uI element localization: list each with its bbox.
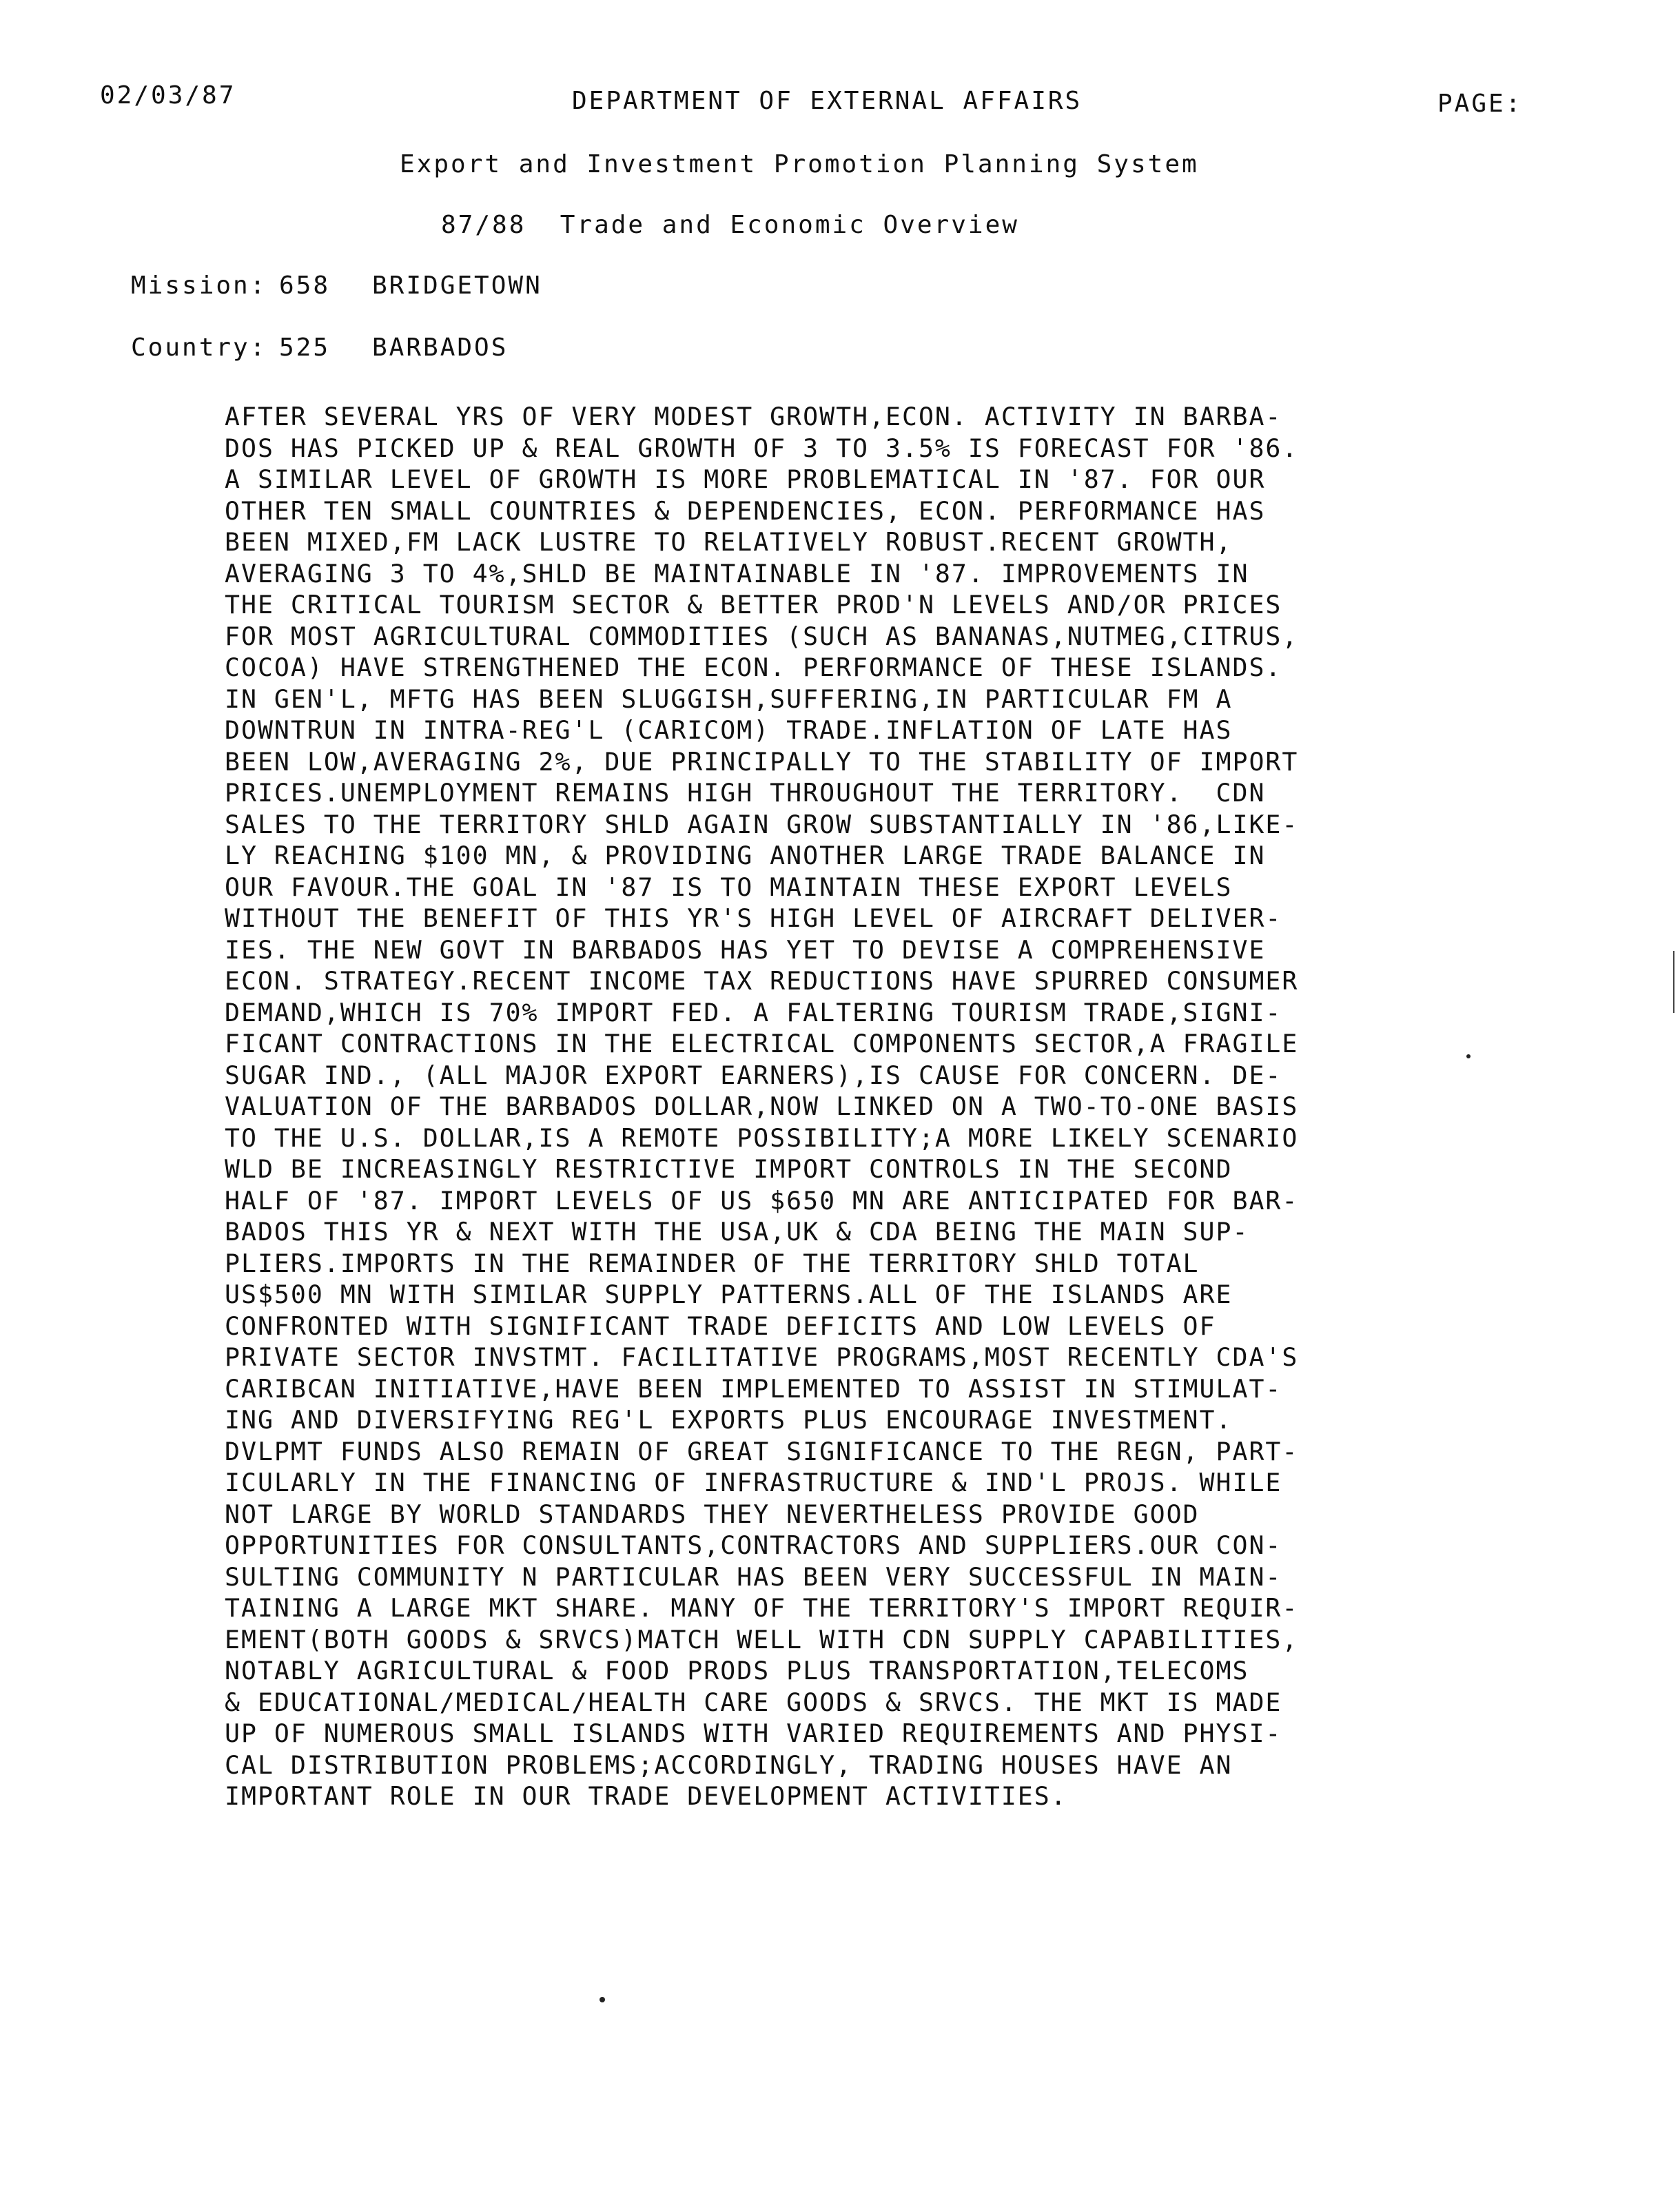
body-line: A SIMILAR LEVEL OF GROWTH IS MORE PROBLEMATICAL IN '87. FOR OUR — [225, 464, 1266, 494]
body-line: FOR MOST AGRICULTURAL COMMODITIES (SUCH AS BANANAS,NUTMEG,CITRUS, — [225, 621, 1299, 651]
body-line: IMPORTANT ROLE IN OUR TRADE DEVELOPMENT ACTIVITIES. — [225, 1781, 1067, 1811]
mission-name: BRIDGETOWN — [372, 271, 542, 300]
body-line: DOS HAS PICKED UP & REAL GROWTH OF 3 TO 3.5% IS FORECAST FOR '86. — [225, 433, 1299, 463]
body-line: NOT LARGE BY WORLD STANDARDS THEY NEVERTHELESS PROVIDE GOOD — [225, 1499, 1200, 1529]
body-line: & EDUCATIONAL/MEDICAL/HEALTH CARE GOODS & SRVCS. THE MKT IS MADE — [225, 1687, 1282, 1717]
mission-code: 658 — [279, 271, 331, 300]
department-title: DEPARTMENT OF EXTERNAL AFFAIRS — [572, 87, 1083, 115]
mission-row — [131, 271, 542, 300]
body-line: ING AND DIVERSIFYING REG'L EXPORTS PLUS ENCOURAGE INVESTMENT. — [225, 1405, 1233, 1435]
body-line: OUR FAVOUR.THE GOAL IN '87 IS TO MAINTAIN THESE EXPORT LEVELS — [225, 872, 1233, 902]
body-line: UP OF NUMEROUS SMALL ISLANDS WITH VARIED REQUIREMENTS AND PHYSI- — [225, 1719, 1282, 1748]
body-line: CONFRONTED WITH SIGNIFICANT TRADE DEFICITS AND LOW LEVELS OF — [225, 1311, 1216, 1341]
body-line: SULTING COMMUNITY N PARTICULAR HAS BEEN VERY SUCCESSFUL IN MAIN- — [225, 1561, 1282, 1592]
body-line: US$500 MN WITH SIMILAR SUPPLY PATTERNS.ALL OF THE ISLANDS ARE — [225, 1280, 1233, 1309]
mission-label: Mission: — [131, 271, 267, 300]
body-line: BADOS THIS YR & NEXT WITH THE USA,UK & CDA BEING THE MAIN SUP- — [225, 1217, 1249, 1247]
body-line: VALUATION OF THE BARBADOS DOLLAR,NOW LINKED ON A TWO-TO-ONE BASIS — [225, 1091, 1299, 1121]
report-date: 02/03/87 — [100, 81, 236, 110]
body-line: IN GEN'L, MFTG HAS BEEN SLUGGISH,SUFFERING,IN PARTICULAR FM A — [225, 684, 1233, 714]
body-line: FICANT CONTRACTIONS IN THE ELECTRICAL COMPONENTS SECTOR,A FRAGILE — [225, 1029, 1299, 1058]
body-line: AFTER SEVERAL YRS OF VERY MODEST GROWTH,ECON. ACTIVITY IN BARBA- — [225, 402, 1282, 431]
scan-speck — [600, 1997, 605, 2002]
body-line: DEMAND,WHICH IS 70% IMPORT FED. A FALTERING TOURISM TRADE,SIGNI- — [225, 997, 1282, 1027]
overview-body — [225, 401, 1458, 1812]
body-line: PLIERS.IMPORTS IN THE REMAINDER OF THE TERRITORY SHLD TOTAL — [225, 1248, 1200, 1278]
body-line: AVERAGING 3 TO 4%,SHLD BE MAINTAINABLE IN '87. IMPROVEMENTS IN — [225, 558, 1249, 588]
body-line: CAL DISTRIBUTION PROBLEMS;ACCORDINGLY, TRADING HOUSES HAVE AN — [225, 1750, 1233, 1780]
country-row — [131, 334, 508, 362]
body-line: OPPORTUNITIES FOR CONSULTANTS,CONTRACTORS AND SUPPLIERS.OUR CON- — [225, 1530, 1282, 1560]
body-line: LY REACHING $100 MN, & PROVIDING ANOTHER LARGE TRADE BALANCE IN — [225, 841, 1266, 870]
body-line: PRICES.UNEMPLOYMENT REMAINS HIGH THROUGHOUT THE TERRITORY. CDN — [225, 778, 1266, 808]
body-line: SALES TO THE TERRITORY SHLD AGAIN GROW SUBSTANTIALLY IN '86,LIKE- — [225, 809, 1299, 839]
body-line: TO THE U.S. DOLLAR,IS A REMOTE POSSIBILITY;A MORE LIKELY SCENARIO — [225, 1122, 1299, 1153]
country-label: Country: — [131, 334, 267, 362]
body-line: BEEN LOW,AVERAGING 2%, DUE PRINCIPALLY TO THE STABILITY OF IMPORT — [225, 746, 1299, 777]
body-line: EMENT(BOTH GOODS & SRVCS)MATCH WELL WITH CDN SUPPLY CAPABILITIES, — [225, 1624, 1299, 1654]
body-line: OTHER TEN SMALL COUNTRIES & DEPENDENCIES, ECON. PERFORMANCE HAS — [225, 495, 1266, 526]
body-line: ICULARLY IN THE FINANCING OF INFRASTRUCTURE & IND'L PROJS. WHILE — [225, 1468, 1282, 1497]
scan-edge-mark — [1673, 951, 1674, 1013]
body-line: WLD BE INCREASINGLY RESTRICTIVE IMPORT CONTROLS IN THE SECOND — [225, 1154, 1233, 1184]
body-line: PRIVATE SECTOR INVSTMT. FACILITATIVE PROGRAMS,MOST RECENTLY CDA'S — [225, 1342, 1299, 1372]
body-line: CARIBCAN INITIATIVE,HAVE BEEN IMPLEMENTED TO ASSIST IN STIMULAT- — [225, 1373, 1282, 1404]
page-label: PAGE: — [1437, 90, 1523, 118]
body-line: SUGAR IND., (ALL MAJOR EXPORT EARNERS),IS CAUSE FOR CONCERN. DE- — [225, 1060, 1282, 1090]
system-title: Export and Investment Promotion Planning System — [400, 150, 1199, 178]
body-line: NOTABLY AGRICULTURAL & FOOD PRODS PLUS TRANSPORTATION,TELECOMS — [225, 1656, 1249, 1685]
country-code: 525 — [279, 334, 331, 362]
body-line: DVLPMT FUNDS ALSO REMAIN OF GREAT SIGNIFICANCE TO THE REGN, PART- — [225, 1436, 1299, 1466]
body-line: THE CRITICAL TOURISM SECTOR & BETTER PROD'N LEVELS AND/OR PRICES — [225, 590, 1282, 619]
body-line: HALF OF '87. IMPORT LEVELS OF US $650 MN ARE ANTICIPATED FOR BAR- — [225, 1185, 1299, 1216]
overview-title: 87/88 Trade and Economic Overview — [441, 211, 1019, 239]
body-line: TAINING A LARGE MKT SHARE. MANY OF THE TERRITORY'S IMPORT REQUIR- — [225, 1593, 1299, 1623]
body-line: IES. THE NEW GOVT IN BARBADOS HAS YET TO DEVISE A COMPREHENSIVE — [225, 934, 1266, 965]
body-line: WITHOUT THE BENEFIT OF THIS YR'S HIGH LEVEL OF AIRCRAFT DELIVER- — [225, 903, 1282, 933]
body-line: DOWNTRUN IN INTRA-REG'L (CARICOM) TRADE.INFLATION OF LATE HAS — [225, 715, 1233, 745]
body-line: ECON. STRATEGY.RECENT INCOME TAX REDUCTIONS HAVE SPURRED CONSUMER — [225, 966, 1299, 996]
country-name: BARBADOS — [372, 334, 509, 362]
body-line: BEEN MIXED,FM LACK LUSTRE TO RELATIVELY ROBUST.RECENT GROWTH, — [225, 527, 1233, 557]
body-line: COCOA) HAVE STRENGTHENED THE ECON. PERFORMANCE OF THESE ISLANDS. — [225, 653, 1282, 682]
scan-speck — [1466, 1054, 1471, 1058]
